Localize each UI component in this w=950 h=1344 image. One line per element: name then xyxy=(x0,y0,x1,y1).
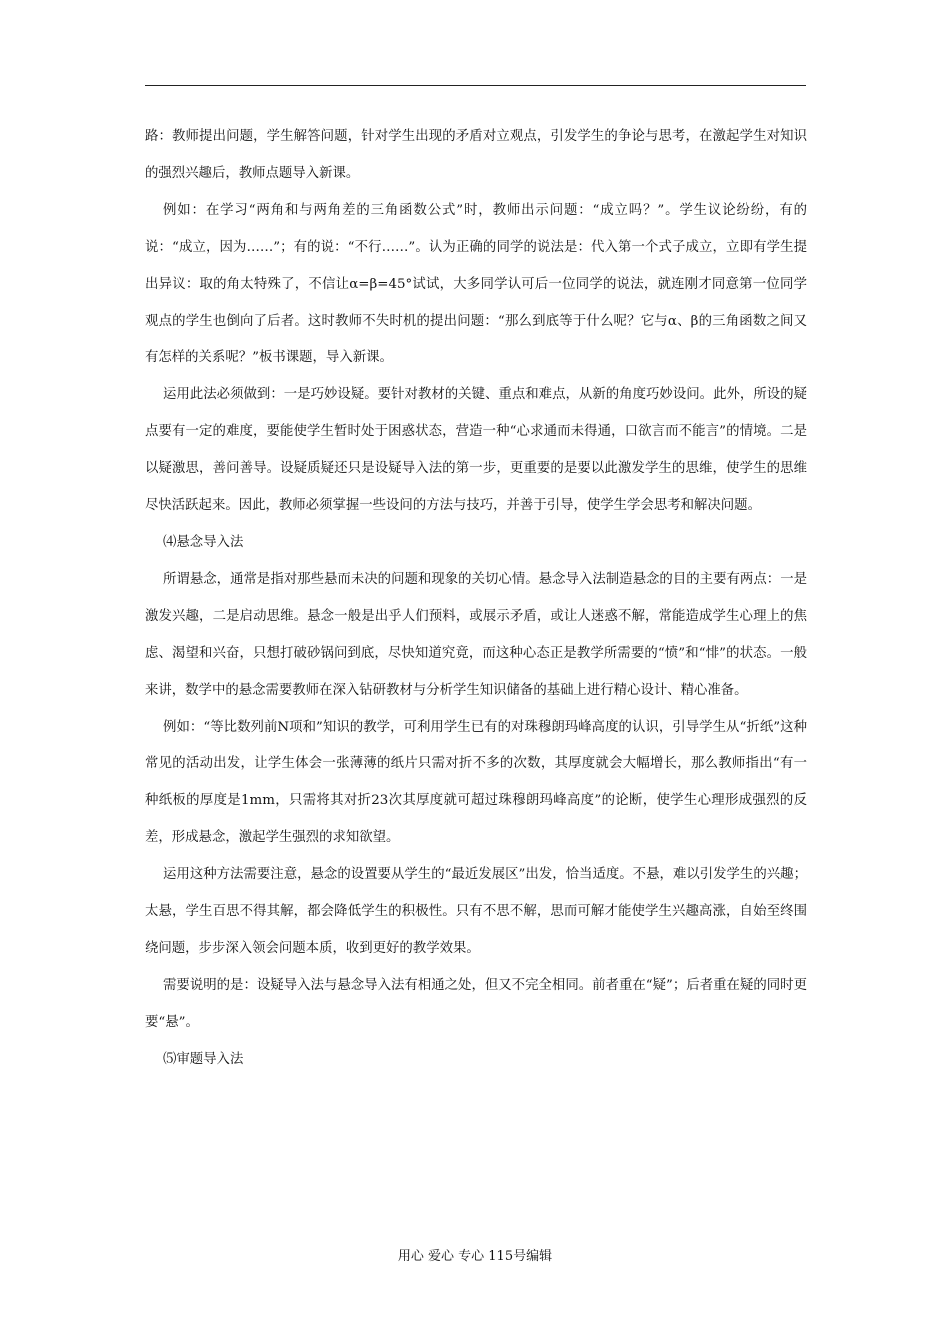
paragraph: 例如：在学习“两角和与两角差的三角函数公式”时，教师出示问题：“成立吗？”。学生议论纷纷，有的说：“成立，因为……”；有的说：“不行……”。认为正确的同学的说法是：代入第一个式子成立，立即有学生提出异议：取的角太特殊了，不信让α=β=45°试试，大多同学认可后一位同学的说法，就连刚才同意第一位同学观点的学生也倒向了后者。这时教师不失时机的提出问题：“那么到底等于什么呢？它与α、β的三角函数之间又有怎样的关系呢？”板书课题，导入新课。 xyxy=(145,202,807,366)
page-footer: 用心 爱心 专心 115号编辑 xyxy=(397,1249,553,1264)
paragraph: 运用这种方法需要注意，悬念的设置要从学生的“最近发展区”出发，恰当适度。不悬，难以引发学生的兴趣；太悬，学生百思不得其解，都会降低学生的积极性。只有不思不解，思而可解才能使学生兴趣高涨，自始至终围绕问题，步步深入领会问题本质，收到更好的教学效果。 xyxy=(145,867,807,956)
paragraph: 需要说明的是：设疑导入法与悬念导入法有相通之处，但又不完全相同。前者重在“疑”；后者重在疑的同时更要“悬”。 xyxy=(145,977,807,1030)
paragraph: 路：教师提出问题，学生解答问题，针对学生出现的矛盾对立观点，引发学生的争论与思考，在激起学生对知识的强烈兴趣后，教师点题导入新课。 xyxy=(145,129,807,181)
header-rule xyxy=(145,85,806,86)
paragraph: 运用此法必须做到：一是巧妙设疑。要针对教材的关键、重点和难点，从新的角度巧妙设问。此外，所设的疑点要有一定的难度，要能使学生暂时处于困惑状态，营造一种“心求通而未得通，口欲言而不能言”的情境。二是以疑激思，善问善导。设疑质疑还只是设疑导入法的第一步，更重要的是要以此激发学生的思维，使学生的思维尽快活跃起来。因此，教师必须掌握一些设问的方法与技巧，并善于引导，使学生学会思考和解决问题。 xyxy=(145,387,807,514)
document-body xyxy=(145,119,807,1079)
paragraph: 例如：“等比数列前N项和”知识的教学，可利用学生已有的对珠穆朗玛峰高度的认识，引导学生从“折纸”这种常见的活动出发，让学生体会一张薄薄的纸片只需对折不多的次数，其厚度就会大幅增长，那么教师指出“有一种纸板的厚度是1mm，只需将其对折23次其厚度就可超过珠穆朗玛峰高度”的论断，使学生心理形成强烈的反差，形成悬念，激起学生强烈的求知欲望。 xyxy=(145,719,807,846)
section-heading: ⑷悬念导入法 xyxy=(163,534,244,550)
paragraph: 所谓悬念，通常是指对那些悬而未决的问题和现象的关切心情。悬念导入法制造悬念的目的主要有两点：一是激发兴趣，二是启动思维。悬念一般是出乎人们预料，或展示矛盾，或让人迷惑不解，常能造成学生心理上的焦虑、渴望和兴奋，只想打破砂锅问到底，尽快知道究竟，而这种心态正是教学所需要的“愤”和“悱”的状态。一般来讲，数学中的悬念需要教师在深入钻研教材与分析学生知识储备的基础上进行精心设计、精心准备。 xyxy=(145,571,807,698)
section-heading: ⑸审题导入法 xyxy=(163,1051,244,1067)
